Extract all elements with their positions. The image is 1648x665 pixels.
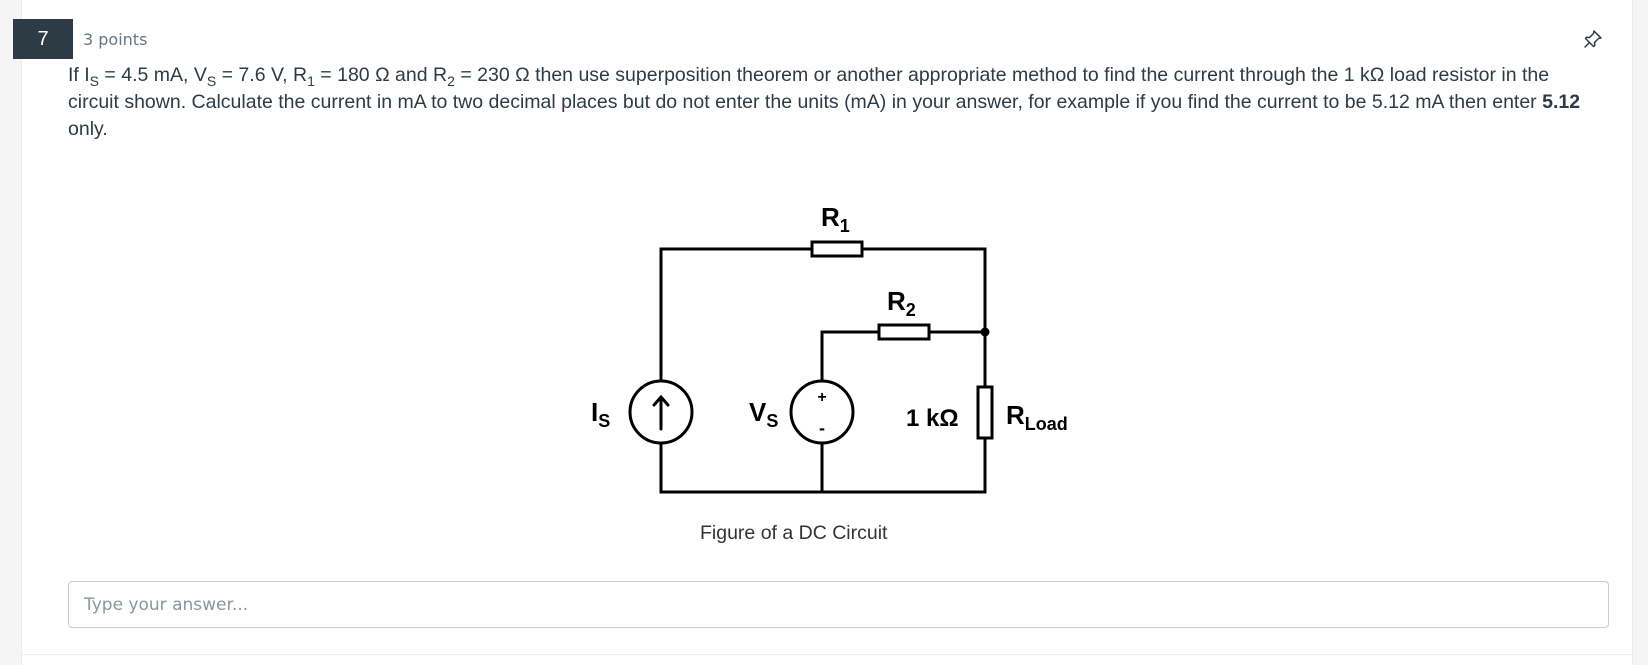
junction-node [981, 328, 990, 337]
label-r2: $R_2$ [887, 286, 916, 320]
resistor-load [978, 387, 992, 438]
label-vs: $V_S$ [749, 397, 779, 431]
resistor-r1 [812, 242, 862, 256]
wire-top-right [862, 249, 985, 387]
resistor-r2 [879, 325, 929, 339]
example-answer: 5.12 [1542, 91, 1581, 113]
wire-top-left [661, 249, 812, 381]
figure-caption: Figure of a DC Circuit [700, 522, 888, 544]
question-text: If $I_S = 4.5$ mA, $V_S = 7.6$ V, $R_1 = 180$ Ω and $R_2 = 230$ Ω then use superposition theorem or another appropriate method to find the current through the 1 kΩ load resistor in the circuit shown. Calculate the current in mA to two decimal places but do not enter the units (mA) in your answer, for example if you find the current to be 5.12 mA then enter 5.12 only. [68, 64, 1581, 140]
wire-r2-left [822, 332, 879, 381]
label-r1: $R_1$ [821, 202, 850, 236]
question-number-badge: 7 [13, 19, 73, 59]
label-is: $I_S$ [591, 397, 611, 431]
card-divider [21, 654, 1631, 655]
question-points: 3 points [83, 30, 148, 49]
vs-plus-sign: + [817, 389, 827, 406]
answer-input[interactable] [68, 581, 1609, 628]
vs-minus-sign: - [819, 418, 825, 438]
label-load-value: 1 kΩ [906, 405, 959, 432]
label-rload: $R_{Load}$ [1006, 400, 1068, 434]
